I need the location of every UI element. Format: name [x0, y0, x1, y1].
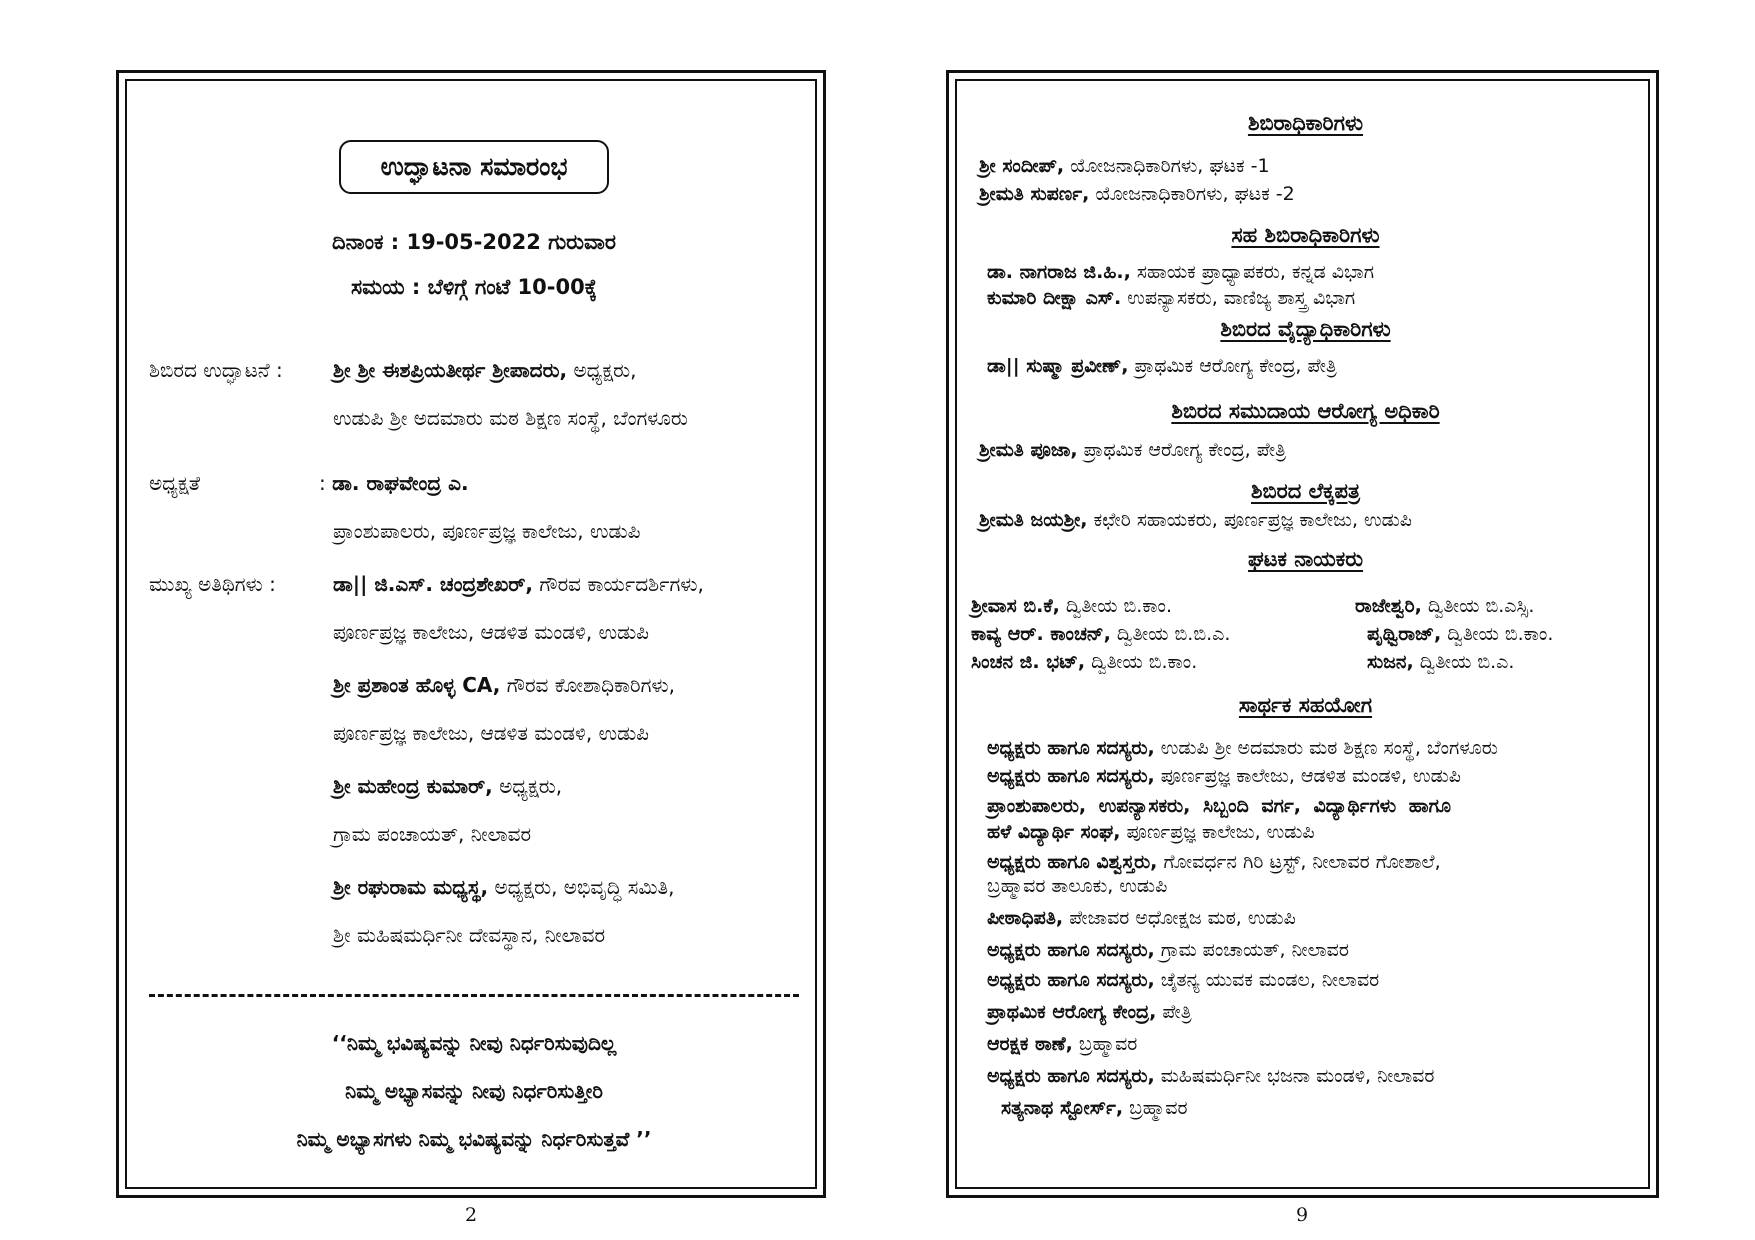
unit-leader-2-name: ರಾಜೇಶ್ವರಿ,	[1355, 595, 1422, 617]
co-officer-2-name: ಕುಮಾರಿ ದೀಕ್ಷಾ ಎಸ್.	[987, 287, 1122, 309]
health-officer-detail: ಪ್ರಾಥಮಿಕ ಆರೋಗ್ಯ ಕೇಂದ್ರ, ಪೇತ್ರಿ	[1077, 439, 1286, 461]
cooperation-heading: ಸಾರ್ಥಕ ಸಹಯೋಗ	[1238, 693, 1373, 717]
guest-4-org: ಶ್ರೀ ಮಹಿಷಮರ್ಧಿನೀ ದೇವಸ್ಥಾನ, ನೀಲಾವರ	[333, 923, 606, 947]
guest-3-org: ಗ್ರಾಮ ಪಂಚಾಯತ್, ನೀಲಾವರ	[333, 822, 532, 846]
unit-leader-5	[971, 651, 1197, 673]
presidency-colon: :	[319, 471, 326, 495]
cooperation-12	[987, 1065, 1434, 1087]
guest-3-name: ಶ್ರೀ ಮಹೇಂದ್ರ ಕುಮಾರ್,	[333, 774, 493, 798]
unit-leader-4-detail: ದ್ವಿತೀಯ ಬಿ.ಕಾಂ.	[1441, 623, 1554, 645]
guest-1-name: ಡಾ|| ಜಿ.ಎಸ್. ಚಂದ್ರಶೇಖರ್,	[333, 572, 533, 596]
unit-leaders-heading: ಘಟಕ ನಾಯಕರು	[1247, 547, 1364, 571]
health-officer-heading: ಶಿಬಿರದ ಸಮುದಾಯ ಆರೋಗ್ಯ ಅಧಿಕಾರಿ	[1171, 399, 1440, 423]
cooperation-6	[987, 875, 1167, 897]
guest-4-name: ಶ್ರೀ ರಘುರಾಮ ಮಧ್ಯಸ್ಥ,	[333, 875, 489, 899]
left-page-number: 2	[465, 1204, 478, 1226]
cooperation-7	[987, 907, 1296, 929]
cooperation-5	[987, 851, 1441, 873]
unit-leader-2-detail: ದ್ವಿತೀಯ ಬಿ.ಎಸ್ಸಿ.	[1421, 595, 1535, 617]
guest-1-org: ಪೂರ್ಣಪ್ರಜ್ಞ ಕಾಲೇಜು, ಆಡಳಿತ ಮಂಡಳಿ, ಉಡುಪಿ	[333, 620, 650, 644]
cooperation-10	[987, 1001, 1192, 1023]
cooperation-5-detail: ಗೋವರ್ಧನ ಗಿರಿ ಟ್ರಸ್ಟ್, ನೀಲಾವರ ಗೋಶಾಲೆ,	[1157, 851, 1441, 873]
guest-3-line	[333, 774, 562, 798]
guest-4-line	[333, 875, 674, 899]
cooperation-4-name: ಹಳೆ ವಿದ್ಯಾರ್ಥಿ ಸಂಘ,	[987, 821, 1121, 843]
camp-officer-2	[979, 183, 1295, 205]
health-officer-name: ಶ್ರೀಮತಿ ಪೂಜಾ,	[979, 439, 1078, 461]
cooperation-10-detail: ಪೇತ್ರಿ	[1156, 1001, 1192, 1023]
cooperation-8	[987, 939, 1349, 961]
cooperation-7-name: ಪೀಠಾಧಿಪತಿ,	[987, 907, 1064, 929]
cooperation-4-detail: ಪೂರ್ಣಪ್ರಜ್ಞ ಕಾಲೇಜು, ಉಡುಪಿ	[1120, 821, 1315, 843]
quote-line-1: ‘‘ನಿಮ್ಮ ಭವಿಷ್ಯವನ್ನು ನೀವು ನಿರ್ಧರಿಸುವುದಿಲ್ಲ	[331, 1031, 617, 1055]
cooperation-8-name: ಅಧ್ಯಕ್ಷರು ಹಾಗೂ ಸದಸ್ಯರು,	[987, 939, 1155, 961]
cooperation-12-name: ಅಧ್ಯಕ್ಷರು ಹಾಗೂ ಸದಸ್ಯರು,	[987, 1065, 1155, 1087]
quote-line-2: ನಿಮ್ಮ ಅಭ್ಯಾಸವನ್ನು ನೀವು ನಿರ್ಧರಿಸುತ್ತೀರಿ	[345, 1079, 603, 1103]
unit-leader-4-name: ಪೃಥ್ವಿರಾಜ್,	[1367, 623, 1442, 645]
camp-officer-2-detail: ಯೋಜನಾಧಿಕಾರಿಗಳು, ಘಟಕ -2	[1089, 183, 1295, 205]
presidency-label: ಅಧ್ಯಕ್ಷತೆ	[149, 471, 201, 495]
guest-1-role: ಗೌರವ ಕಾರ್ಯದರ್ಶಿಗಳು,	[532, 572, 704, 596]
camp-officer-2-name: ಶ್ರೀಮತಿ ಸುಪರ್ಣ,	[979, 183, 1090, 205]
cooperation-1	[987, 737, 1498, 759]
cooperation-7-detail: ಪೇಜಾವರ ಅಧೋಕ್ಷಜ ಮಠ, ಉಡುಪಿ	[1063, 907, 1296, 929]
right-page-frame	[946, 70, 1659, 1198]
camp-officer-1-detail: ಯೋಜನಾಧಿಕಾರಿಗಳು, ಘಟಕ -1	[1064, 155, 1270, 177]
accounts-officer	[979, 509, 1412, 531]
guest-2-org: ಪೂರ್ಣಪ್ರಜ್ಞ ಕಾಲೇಜು, ಆಡಳಿತ ಮಂಡಳಿ, ಉಡುಪಿ	[333, 721, 650, 745]
left-page-frame	[116, 70, 826, 1198]
inauguration-role: ಅಧ್ಯಕ್ಷರು,	[567, 358, 637, 382]
cooperation-5-name: ಅಧ್ಯಕ್ಷರು ಹಾಗೂ ವಿಶ್ವಸ್ತರು,	[987, 851, 1158, 873]
time-line: ಸಮಯ : ಬೆಳಿಗ್ಗೆ ಗಂಟೆ 10-00ಕ್ಕೆ	[351, 275, 597, 299]
camp-officer-1	[979, 155, 1270, 177]
cooperation-9-detail: ಚೈತನ್ಯ ಯುವಕ ಮಂಡಲ, ನೀಲಾವರ	[1154, 969, 1380, 991]
medical-officer	[987, 355, 1337, 377]
guest-3-role: ಅಧ್ಯಕ್ಷರು,	[492, 774, 563, 798]
ceremony-title-box	[339, 140, 609, 194]
dashed-divider	[149, 994, 799, 997]
accounts-heading: ಶಿಬಿರದ ಲೆಕ್ಕಪತ್ರ	[1251, 479, 1360, 503]
cooperation-1-name: ಅಧ್ಯಕ್ಷರು ಹಾಗೂ ಸದಸ್ಯರು,	[987, 737, 1155, 759]
camp-officers-heading: ಶಿಬಿರಾಧಿಕಾರಿಗಳು	[1247, 111, 1364, 135]
guest-2-name: ಶ್ರೀ ಪ್ರಶಾಂತ ಹೊಳ್ಳ CA,	[333, 673, 501, 697]
cooperation-9-name: ಅಧ್ಯಕ್ಷರು ಹಾಗೂ ಸದಸ್ಯರು,	[987, 969, 1155, 991]
quote-line-3: ನಿಮ್ಮ ಅಭ್ಯಾಸಗಳು ನಿಮ್ಮ ಭವಿಷ್ಯವನ್ನು ನಿರ್ಧರಿಸುತ್ತವೆ ’’	[296, 1127, 652, 1151]
unit-leader-2	[1355, 595, 1534, 617]
medical-officer-detail: ಪ್ರಾಥಮಿಕ ಆರೋಗ್ಯ ಕೇಂದ್ರ, ಪೇತ್ರಿ	[1128, 355, 1337, 377]
unit-leader-5-name: ಸಿಂಚನ ಜಿ. ಭಟ್,	[971, 651, 1086, 673]
unit-leader-1-name: ಶ್ರೀವಾಸ ಬಿ.ಕೆ,	[971, 595, 1060, 617]
guests-label: ಮುಖ್ಯ ಅತಿಥಿಗಳು :	[149, 572, 276, 596]
presidency-name: ಡಾ. ರಾಘವೇಂದ್ರ ಎ.	[332, 471, 469, 495]
co-officer-1-name: ಡಾ. ನಾಗರಾಜ ಜಿ.ಹಿ.,	[987, 261, 1131, 283]
cooperation-3	[987, 795, 1451, 817]
cooperation-3-name: ಪ್ರಾಂಶುಪಾಲರು, ಉಪನ್ಯಾಸಕರು, ಸಿಬ್ಬಂದಿ ವರ್ಗ, ವಿದ್ಯಾರ್ಥಿಗಳು ಹಾಗೂ	[987, 795, 1452, 817]
guest-1-line	[333, 572, 704, 596]
cooperation-6-detail: ಬ್ರಹ್ಮಾವರ ತಾಲೂಕು, ಉಡುಪಿ	[987, 875, 1168, 897]
guest-2-line	[333, 673, 675, 697]
unit-leader-6-detail: ದ್ವಿತೀಯ ಬಿ.ಎ.	[1413, 651, 1515, 673]
guest-2-role: ಗೌರವ ಕೋಶಾಧಿಕಾರಿಗಳು,	[500, 673, 676, 697]
inauguration-line	[333, 358, 636, 382]
cooperation-12-detail: ಮಹಿಷಮರ್ಧಿನೀ ಭಜನಾ ಮಂಡಳಿ, ನೀಲಾವರ	[1154, 1065, 1435, 1087]
cooperation-8-detail: ಗ್ರಾಮ ಪಂಚಾಯತ್, ನೀಲಾವರ	[1154, 939, 1349, 961]
accounts-officer-name: ಶ್ರೀಮತಿ ಜಯಶ್ರೀ,	[979, 509, 1088, 531]
inauguration-org: ಉಡುಪಿ ಶ್ರೀ ಅದಮಾರು ಮಠ ಶಿಕ್ಷಣ ಸಂಸ್ಥೆ, ಬೆಂಗಳೂರು	[333, 406, 688, 430]
medical-officer-name: ಡಾ|| ಸುಷ್ಮಾ ಪ್ರವೀಣ್,	[987, 355, 1129, 377]
ceremony-title: ಉದ್ಘಾಟನಾ ಸಮಾರಂಭ	[380, 152, 568, 181]
cooperation-2	[987, 765, 1461, 787]
inauguration-label: ಶಿಬಿರದ ಉದ್ಘಾಟನೆ :	[149, 358, 283, 382]
presidency-line	[319, 471, 469, 495]
inauguration-name: ಶ್ರೀ ಶ್ರೀ ಈಶಪ್ರಿಯತೀರ್ಥ ಶ್ರೀಪಾದರು,	[333, 358, 568, 382]
cooperation-11	[987, 1033, 1137, 1055]
accounts-officer-detail: ಕಛೇರಿ ಸಹಾಯಕರು, ಪೂರ್ಣಪ್ರಜ್ಞ ಕಾಲೇಜು, ಉಡುಪಿ	[1087, 509, 1412, 531]
medical-heading: ಶಿಬಿರದ ವೈದ್ಯಾಧಿಕಾರಿಗಳು	[1220, 317, 1391, 341]
unit-leader-1-detail: ದ್ವಿತೀಯ ಬಿ.ಕಾಂ.	[1059, 595, 1173, 617]
cooperation-1-detail: ಉಡುಪಿ ಶ್ರೀ ಅದಮಾರು ಮಠ ಶಿಕ್ಷಣ ಸಂಸ್ಥೆ, ಬೆಂಗಳೂರು	[1154, 737, 1498, 759]
camp-officer-1-name: ಶ್ರೀ ಸಂದೀಪ್,	[979, 155, 1065, 177]
cooperation-13	[1001, 1097, 1188, 1119]
date-line: ದಿನಾಂಕ : 19-05-2022 ಗುರುವಾರ	[332, 230, 616, 254]
co-officer-1-detail: ಸಹಾಯಕ ಪ್ರಾಧ್ಯಾಪಕರು, ಕನ್ನಡ ವಿಭಾಗ	[1130, 261, 1375, 283]
guest-4-role: ಅಧ್ಯಕ್ಷರು, ಅಭಿವೃದ್ಧಿ ಸಮಿತಿ,	[488, 875, 675, 899]
unit-leader-4	[1367, 623, 1553, 645]
cooperation-10-name: ಪ್ರಾಥಮಿಕ ಆರೋಗ್ಯ ಕೇಂದ್ರ,	[987, 1001, 1157, 1023]
cooperation-4	[987, 821, 1315, 843]
unit-leader-6	[1367, 651, 1514, 673]
unit-leader-3-name: ಕಾವ್ಯ ಆರ್. ಕಾಂಚನ್,	[971, 623, 1111, 645]
health-officer	[979, 439, 1286, 461]
right-page-number: 9	[1296, 1204, 1309, 1226]
cooperation-9	[987, 969, 1379, 991]
unit-leader-3	[971, 623, 1230, 645]
unit-leader-5-detail: ದ್ವಿತೀಯ ಬಿ.ಕಾಂ.	[1085, 651, 1198, 673]
co-officers-heading: ಸಹ ಶಿಬಿರಾಧಿಕಾರಿಗಳು	[1231, 223, 1380, 247]
co-officer-1	[987, 261, 1374, 283]
presidency-org: ಪ್ರಾಂಶುಪಾಲರು, ಪೂರ್ಣಪ್ರಜ್ಞ ಕಾಲೇಜು, ಉಡುಪಿ	[333, 519, 641, 543]
co-officer-2-detail: ಉಪನ್ಯಾಸಕರು, ವಾಣಿಜ್ಯ ಶಾಸ್ತ್ರ ವಿಭಾಗ	[1121, 287, 1356, 309]
cooperation-13-detail: ಬ್ರಹ್ಮಾವರ	[1123, 1097, 1188, 1119]
cooperation-2-name: ಅಧ್ಯಕ್ಷರು ಹಾಗೂ ಸದಸ್ಯರು,	[987, 765, 1155, 787]
co-officer-2	[987, 287, 1355, 309]
unit-leader-3-detail: ದ್ವಿತೀಯ ಬಿ.ಬಿ.ಎ.	[1110, 623, 1231, 645]
cooperation-11-detail: ಬ್ರಹ್ಮಾವರ	[1072, 1033, 1138, 1055]
unit-leader-1	[971, 595, 1172, 617]
cooperation-2-detail: ಪೂರ್ಣಪ್ರಜ್ಞ ಕಾಲೇಜು, ಆಡಳಿತ ಮಂಡಳಿ, ಉಡುಪಿ	[1154, 765, 1461, 787]
cooperation-11-name: ಆರಕ್ಷಕ ಠಾಣೆ,	[987, 1033, 1073, 1055]
unit-leader-6-name: ಸುಜನ,	[1367, 651, 1414, 673]
cooperation-13-name: ಸತ್ಯನಾಥ ಸ್ಟೋರ್ಸ್,	[1001, 1097, 1124, 1119]
